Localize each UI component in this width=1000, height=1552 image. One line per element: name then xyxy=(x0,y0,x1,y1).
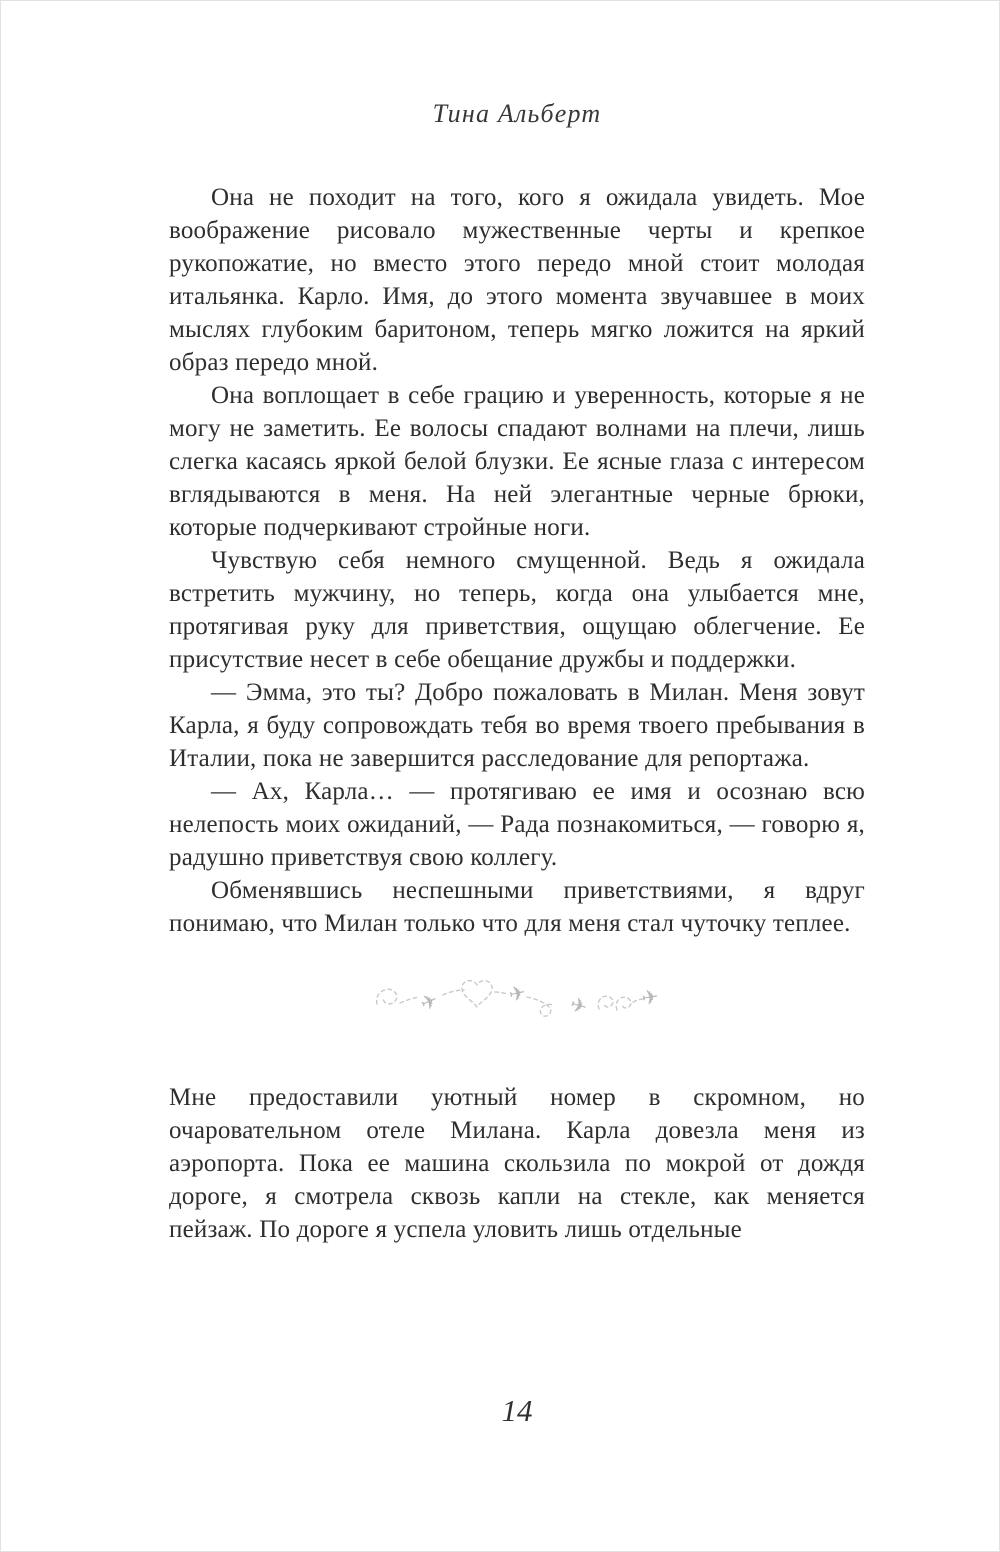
plane-icon: ✈ xyxy=(416,987,442,1017)
paragraph: Она воплощает в себе грацию и уверенность, которые я не могу не заметить. Ее волосы спадают волнами на плечи, лишь слегка касаясь яркой белой блузки. Ее ясные глаза с интересом вглядываются в меня. На ней элегантные черные брюки, которые подчеркивают стройные ноги. xyxy=(169,382,865,541)
running-head: Тина Альберт xyxy=(432,99,602,128)
double-loop-path xyxy=(616,997,631,1010)
dash-path xyxy=(495,992,508,994)
paragraph: Мне предоставили уютный номер в скромном, но очаровательном отеле Милана. Карла довезла меня из аэропорта. Пока ее машина скользила по мокрой от дождя дороге, я смотрела сквозь капли на стекле, как меняется пейзаж. По дороге я успела уловить лишь отдельные xyxy=(169,1084,865,1243)
paragraph: Она не походит на того, кого я ожидала увидеть. Мое воображение рисовало мужественные черты и крепкое рукопожатие, но вместо этого передо мной стоит молодая итальянка. Карло. Имя, до этого момента звучавшее в моих мыслях глубоким баритоном, теперь мягко ложится на яркий образ передо мной. xyxy=(169,184,865,376)
paragraph-dialogue: — Эмма, это ты? Добро пожаловать в Милан. Меня зовут Карла, я буду сопровождать тебя во время твоего пребывания в Италии, пока не завершится расследование для репортажа. xyxy=(169,679,865,772)
double-loop-path xyxy=(598,996,613,1009)
plane-icon: ✈ xyxy=(506,979,529,1007)
dash-path xyxy=(400,997,419,1003)
heart-icon xyxy=(462,981,492,1007)
plane-icon: ✈ xyxy=(640,984,661,1011)
paragraph: Обменявшись неспешными приветствиями, я вдруг понимаю, что Милан только что для меня стал чуточку теплее. xyxy=(169,877,865,937)
dash-path xyxy=(443,990,464,995)
loop-path xyxy=(377,989,397,1004)
section-divider xyxy=(169,968,865,1035)
plane-icon: ✈ xyxy=(567,991,591,1020)
loop-path xyxy=(527,997,553,1016)
page-number: 14 xyxy=(501,1393,533,1428)
paragraph: Чувствую себя немного смущенной. Ведь я ожидала встретить мужчину, но теперь, когда она улыбается мне, протягивая руку для приветствия, ощущаю облегчение. Ее присутствие несет в себе обещание дружбы и поддержки. xyxy=(169,547,865,673)
body-text xyxy=(169,181,865,1246)
paragraph-dialogue: — Ах, Карла… — протягиваю ее имя и осознаю всю нелепость моих ожиданий, — Рада познакомиться, — говорю я, радушно приветствуя свою коллегу. xyxy=(169,778,865,871)
flight-path-doodle-icon xyxy=(367,968,667,1026)
